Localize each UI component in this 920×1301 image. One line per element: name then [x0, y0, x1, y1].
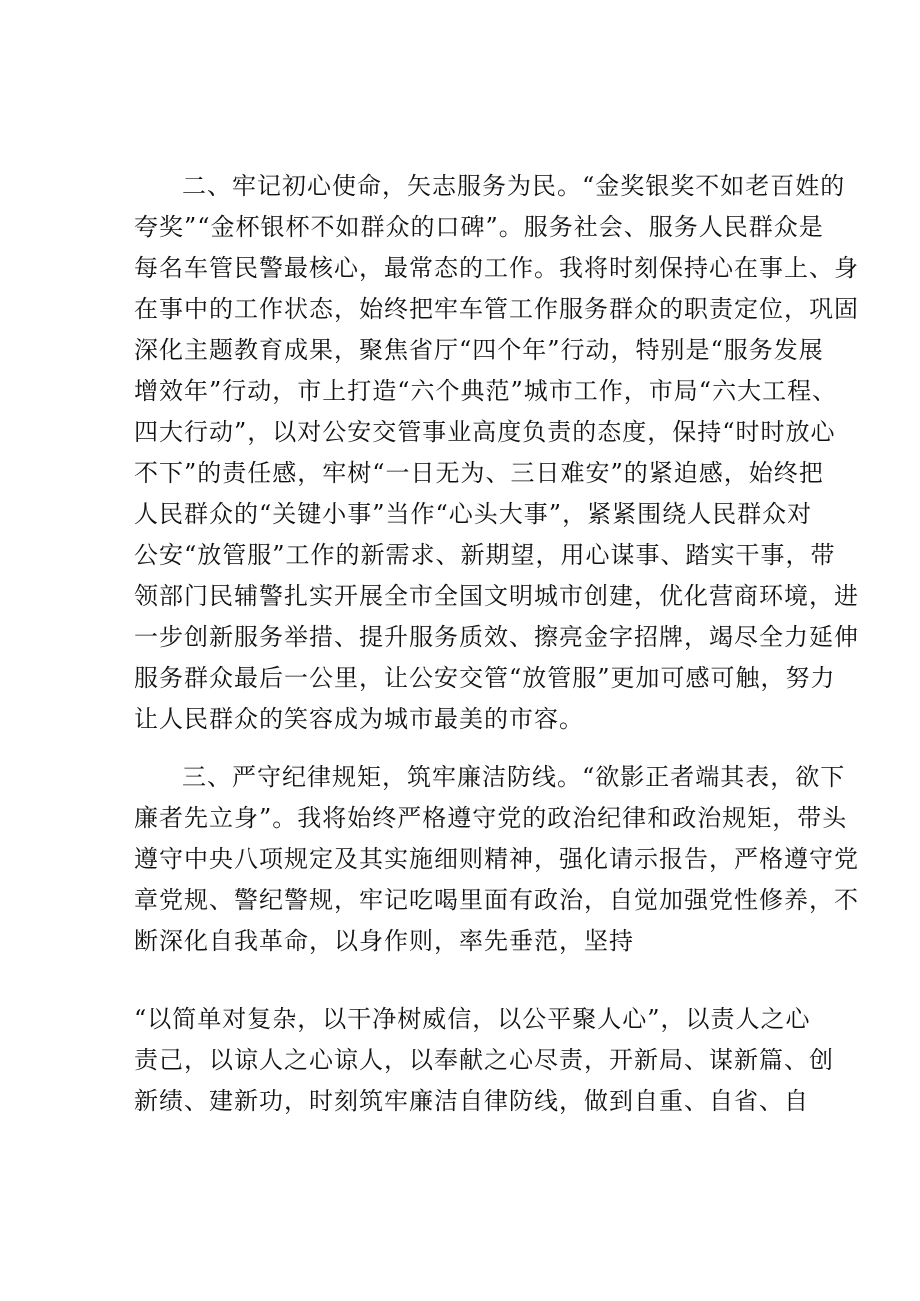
paragraph-3-line-1: 三、严守纪律规矩，筑牢廉洁防线。“欲影正者端其表，欲下	[182, 763, 846, 791]
paragraph-2-line-5: 深化主题教育成果，聚焦省厅“四个年”行动，特别是“服务发展	[134, 336, 824, 364]
paragraph-4-line-1: “以简单对复杂，以干净树威信，以公平聚人心”，以责人之心	[134, 1005, 811, 1033]
paragraph-2-line-4: 在事中的工作状态，始终把牢车管工作服务群众的职责定位，巩固	[134, 295, 859, 323]
paragraph-2-line-7: 四大行动”，以对公安交管事业高度负责的态度，保持“时时放心	[134, 418, 836, 446]
paragraph-2-line-3: 每名车管民警最核心，最常态的工作。我将时刻保持心在事上、身	[134, 254, 859, 282]
paragraph-2-line-8: 不下”的责任感，牢树“一日无为、三日难安”的紧迫感，始终把	[134, 459, 824, 487]
paragraph-2-line-12: 一步创新服务举措、提升服务质效、擦亮金字招牌，竭尽全力延伸	[134, 623, 859, 651]
paragraph-2-line-10: 公安“放管服”工作的新需求、新期望，用心谋事、踏实干事，带	[134, 541, 836, 569]
paragraph-4-line-2: 责己，以谅人之心谅人，以奉献之心尽责，开新局、谋新篇、创	[134, 1046, 834, 1074]
paragraph-2-line-11: 领部门民辅警扎实开展全市全国文明城市创建，优化营商环境，进	[134, 582, 859, 610]
paragraph-3-line-4: 章党规、警纪警规，牢记吃喝里面有政治，自觉加强党性修养，不	[134, 886, 859, 914]
paragraph-2-line-13: 服务群众最后一公里，让公安交管“放管服”更加可感可触，努力	[134, 664, 836, 692]
paragraph-3-line-3: 遵守中央八项规定及其实施细则精神，强化请示报告，严格遵守党	[134, 845, 859, 873]
paragraph-3-line-2: 廉者先立身”。我将始终严格遵守党的政治纪律和政治规矩，带头	[134, 804, 848, 832]
paragraph-2-line-14: 让人民群众的笑容成为城市最美的市容。	[134, 705, 584, 733]
paragraph-2-line-1: 二、牢记初心使命，矢志服务为民。“金奖银奖不如老百姓的	[182, 172, 846, 200]
paragraph-2-line-2: 夸奖”“金杯银杯不如群众的口碑”。服务社会、服务人民群众是	[134, 213, 824, 241]
paragraph-2-line-9: 人民群众的“关键小事”当作“心头大事”，紧紧围绕人民群众对	[134, 500, 813, 528]
paragraph-3-line-5: 断深化自我革命，以身作则，率先垂范，坚持	[134, 927, 634, 955]
paragraph-2-line-6: 增效年”行动，市上打造“六个典范”城市工作，市局“六大工程、	[134, 377, 838, 405]
paragraph-4-line-3: 新绩、建新功，时刻筑牢廉洁自律防线，做到自重、自省、自	[134, 1087, 809, 1115]
